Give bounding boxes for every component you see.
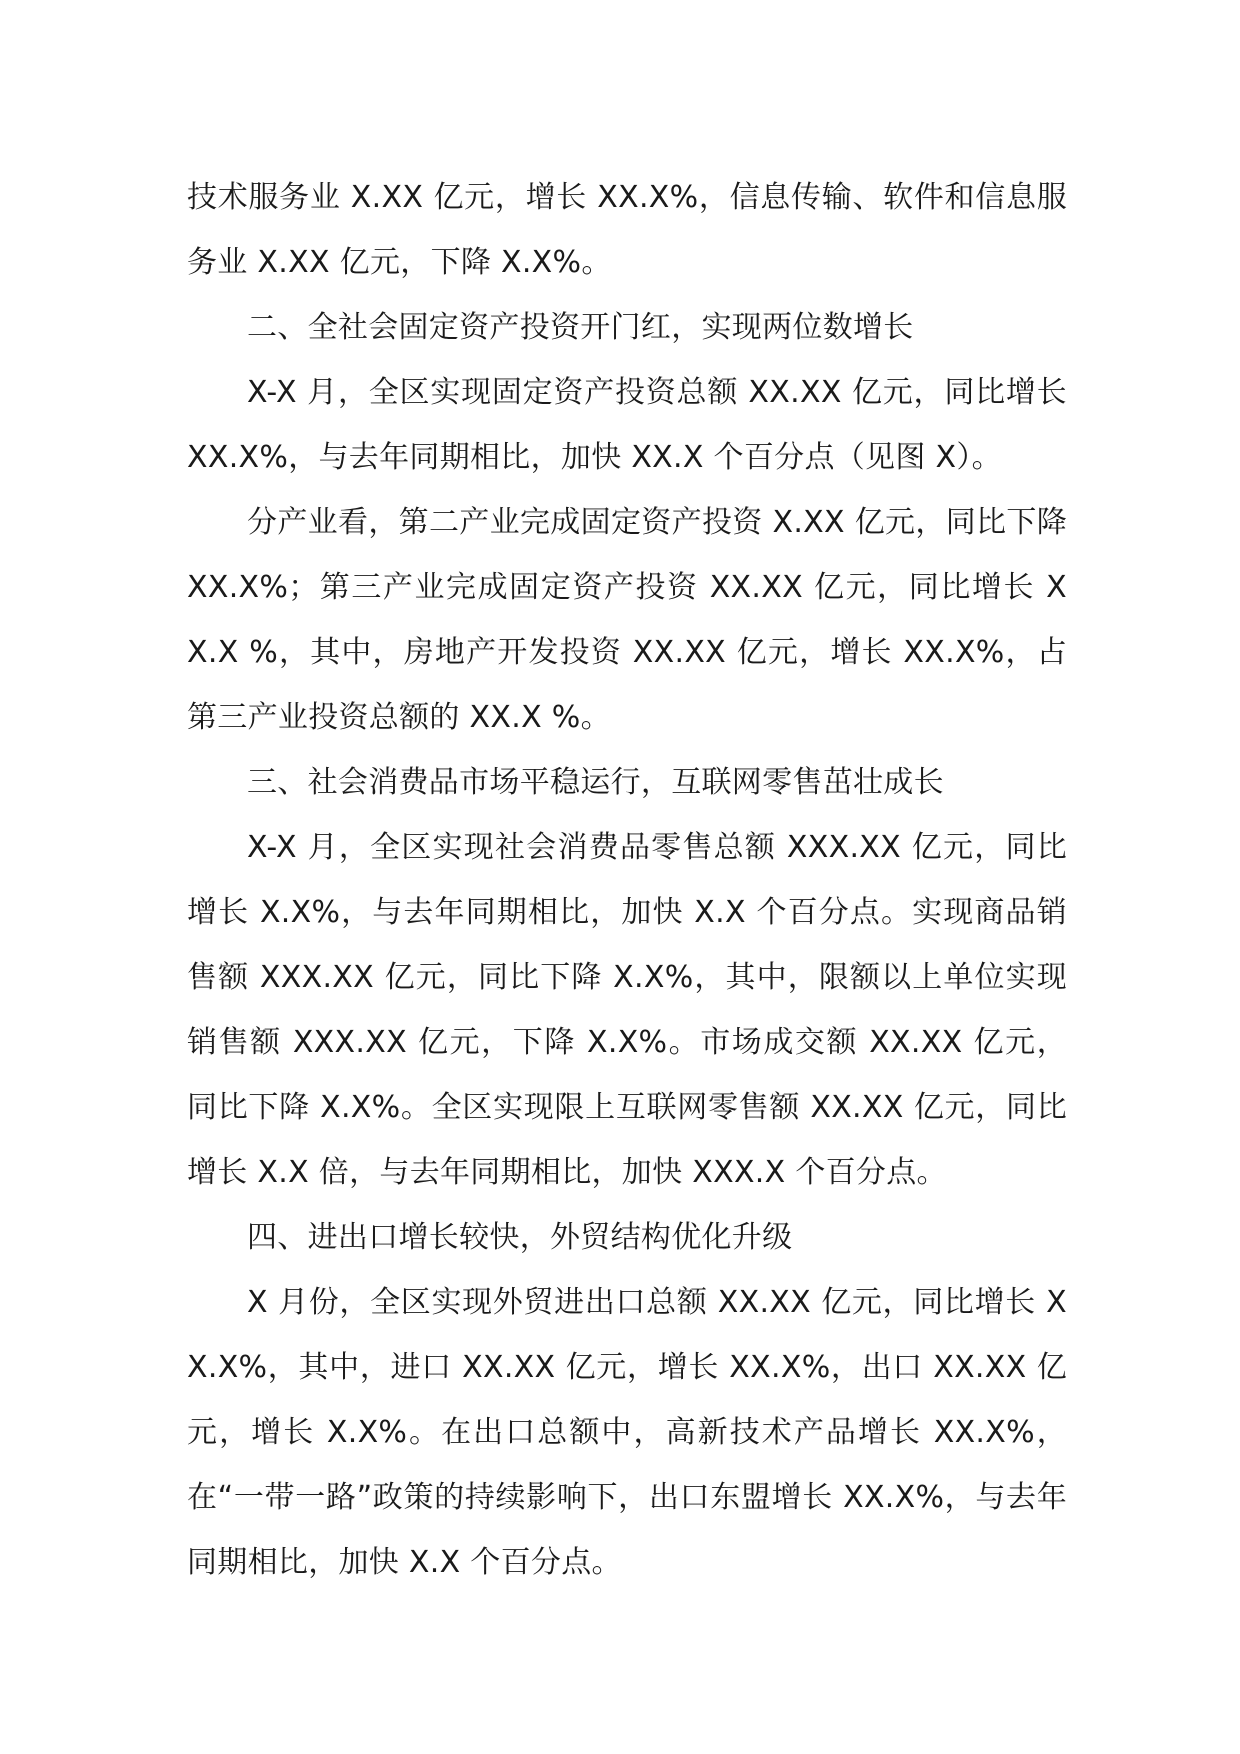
section-heading-import-export: 四、进出口增长较快，外贸结构优化升级 [247, 1220, 793, 1255]
paragraph-fixed-asset-total: X-X 月，全区实现固定资产投资总额 XX.XX 亿元，同比增长 XX.X%，与去年同期相比，加快 XX.X 个百分点（见图 X）。 [187, 375, 1067, 475]
document-body [187, 165, 1067, 1595]
paragraph-fixed-asset-by-industry: 分产业看，第二产业完成固定资产投资 X.XX 亿元，同比下降 XX.X%；第三产业完成固定资产投资 XX.XX 亿元，同比增长 XX.X %，其中，房地产开发投资 XX.XX 亿元，增长 XX.X%，占第三产业投资总额的 XX.X %。 [187, 505, 1067, 735]
paragraph-foreign-trade: X 月份，全区实现外贸进出口总额 XX.XX 亿元，同比增长 XX.X%，其中，进口 XX.XX 亿元，增长 XX.X%，出口 XX.XX 亿元，增长 X.X%。在出口总额中，高新技术产品增长 XX.X%，在“一带一路”政策的持续影响下，出口东盟增长 XX.X%，与去年同期相比，加快 X.X 个百分点。 [187, 1285, 1067, 1580]
paragraph-continued-services: 技术服务业 X.XX 亿元，增长 XX.X%，信息传输、软件和信息服务业 X.XX 亿元，下降 X.X%。 [187, 180, 1067, 280]
section-heading-consumer-market: 三、社会消费品市场平稳运行，互联网零售茁壮成长 [247, 765, 944, 800]
section-heading-fixed-asset-investment: 二、全社会固定资产投资开门红，实现两位数增长 [247, 310, 914, 345]
paragraph-consumer-retail: X-X 月，全区实现社会消费品零售总额 XXX.XX 亿元，同比增长 X.X%，与去年同期相比，加快 X.X 个百分点。实现商品销售额 XXX.XX 亿元，同比下降 X.X%，其中，限额以上单位实现销售额 XXX.XX 亿元，下降 X.X%。市场成交额 XX.XX 亿元，同比下降 X.X%。全区实现限上互联网零售额 XX.XX 亿元，同比增长 X.X 倍，与去年同期相比，加快 XXX.X 个百分点。 [187, 830, 1067, 1190]
